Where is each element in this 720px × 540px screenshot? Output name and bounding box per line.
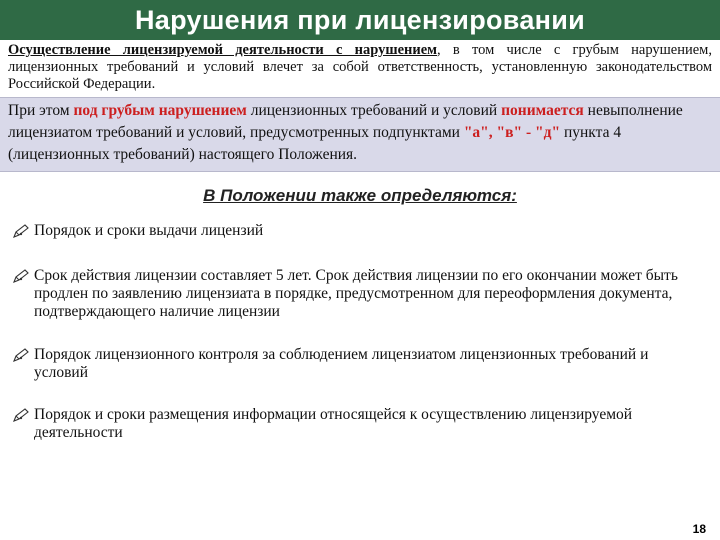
pencil-bullet-icon xyxy=(12,223,30,239)
list-item xyxy=(12,406,692,442)
title-bar xyxy=(0,0,720,40)
list-item xyxy=(12,222,692,240)
list-item-text: Порядок и сроки размещения информации относящейся к осуществлению лицензируемой деятельности xyxy=(34,406,633,441)
note-part-2: лицензионных требований и условий xyxy=(246,102,502,119)
pencil-bullet-icon xyxy=(12,347,30,363)
list-item xyxy=(12,267,692,321)
note-highlight-2: понимается xyxy=(501,102,584,119)
subheading-text: В Положении также определяются: xyxy=(203,186,517,205)
note-part-3: невыполнение лицензиатом требований и условий, предусмотренных подпунктами xyxy=(8,102,683,141)
pencil-bullet-icon xyxy=(12,268,30,284)
note-highlight-3: "а", "в" - "д" xyxy=(463,124,561,141)
note-part-4: пункта 4 (лицензионных требований) настоящего Положения. xyxy=(8,124,622,163)
note-paragraph xyxy=(8,100,708,166)
page-number: 18 xyxy=(692,522,706,536)
slide-title: Нарушения при лицензировании xyxy=(134,4,586,35)
list-item-text: Срок действия лицензии составляет 5 лет. Срок действия лицензии по его окончании может быть продлен по заявлению лицензиата в порядке, предусмотренном для переоформления документа, подтверждающего наличие лицензии xyxy=(34,267,678,320)
intro-rest: , в том числе с грубым нарушением, лицензионных требований и условий влечет за собой ответственность, установленную законодательством Российской Федерации. xyxy=(8,42,712,92)
list-item-text: Порядок лицензионного контроля за соблюдением лицензиатом лицензионных требований и условий xyxy=(34,346,649,381)
subheading xyxy=(0,186,720,206)
note-highlight-1: под грубым нарушением xyxy=(73,102,247,119)
pencil-bullet-icon xyxy=(12,407,30,423)
intro-paragraph xyxy=(8,42,712,93)
list-item xyxy=(12,346,692,382)
intro-lead: Осуществление лицензируемой деятельности с нарушением xyxy=(8,42,438,58)
note-part-1: При этом xyxy=(8,102,74,119)
list-item-text: Порядок и сроки выдачи лицензий xyxy=(34,222,264,239)
